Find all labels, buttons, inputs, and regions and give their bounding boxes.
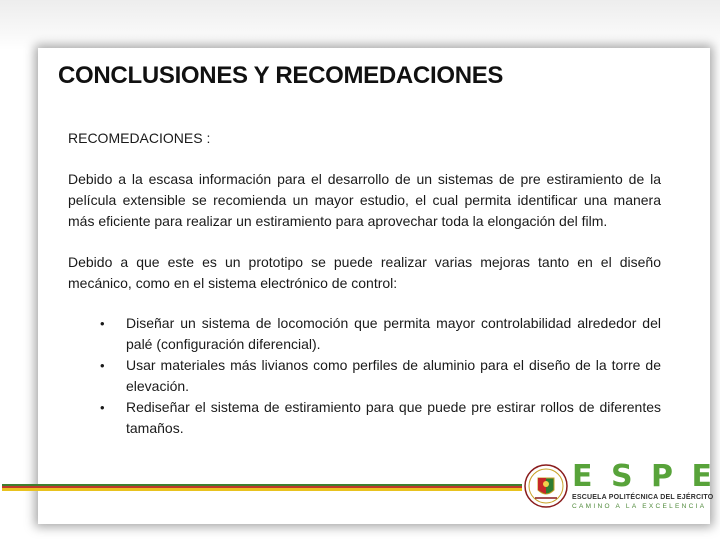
espe-wordmark — [572, 460, 712, 494]
logo-letter: E — [572, 459, 593, 494]
footer-stripe — [2, 484, 522, 492]
slide-content — [68, 128, 661, 439]
paragraph-1: Debido a la escasa información para el desarrollo de un sistemas de pre estiramiento de la película extensible se recomienda un mayor estudio, el cual permita identificar una manera más eficiente para realizar un estiramiento para aprovechar toda la elongación del film. — [68, 171, 661, 229]
list-item-text: Rediseñar el sistema de estiramiento para que puede pre estirar rollos de diferentes tamaños. — [126, 399, 661, 436]
logo-letter: E — [691, 459, 712, 494]
recommendation-list — [100, 313, 661, 439]
bullet-icon: • — [100, 316, 105, 331]
espe-logo — [522, 459, 714, 520]
section-heading: RECOMEDACIONES : — [68, 130, 211, 146]
bullet-icon: • — [100, 358, 105, 373]
list-item — [100, 397, 661, 439]
page-title: CONCLUSIONES Y RECOMEDACIONES — [58, 62, 504, 89]
logo-motto: CAMINO A LA EXCELENCIA — [572, 503, 707, 510]
logo-letter: P — [651, 459, 674, 494]
paragraph-2: Debido a que este es un prototipo se puede realizar varias mejoras tanto en el diseño mecánico, como en el sistema electrónico de control: — [68, 254, 661, 291]
list-item — [100, 355, 661, 397]
list-item — [100, 313, 661, 355]
espe-crest-icon — [524, 462, 568, 510]
top-band — [0, 0, 720, 50]
bullet-icon: • — [100, 400, 105, 415]
list-item-text: Usar materiales más livianos como perfiles de aluminio para el diseño de la torre de elevación. — [126, 357, 661, 394]
logo-letter: S — [610, 459, 633, 494]
list-item-text: Diseñar un sistema de locomoción que permita mayor controlabilidad alrededor del palé (configuración diferencial). — [126, 315, 661, 352]
logo-subtitle: ESCUELA POLITÉCNICA DEL EJÉRCITO — [572, 494, 714, 501]
